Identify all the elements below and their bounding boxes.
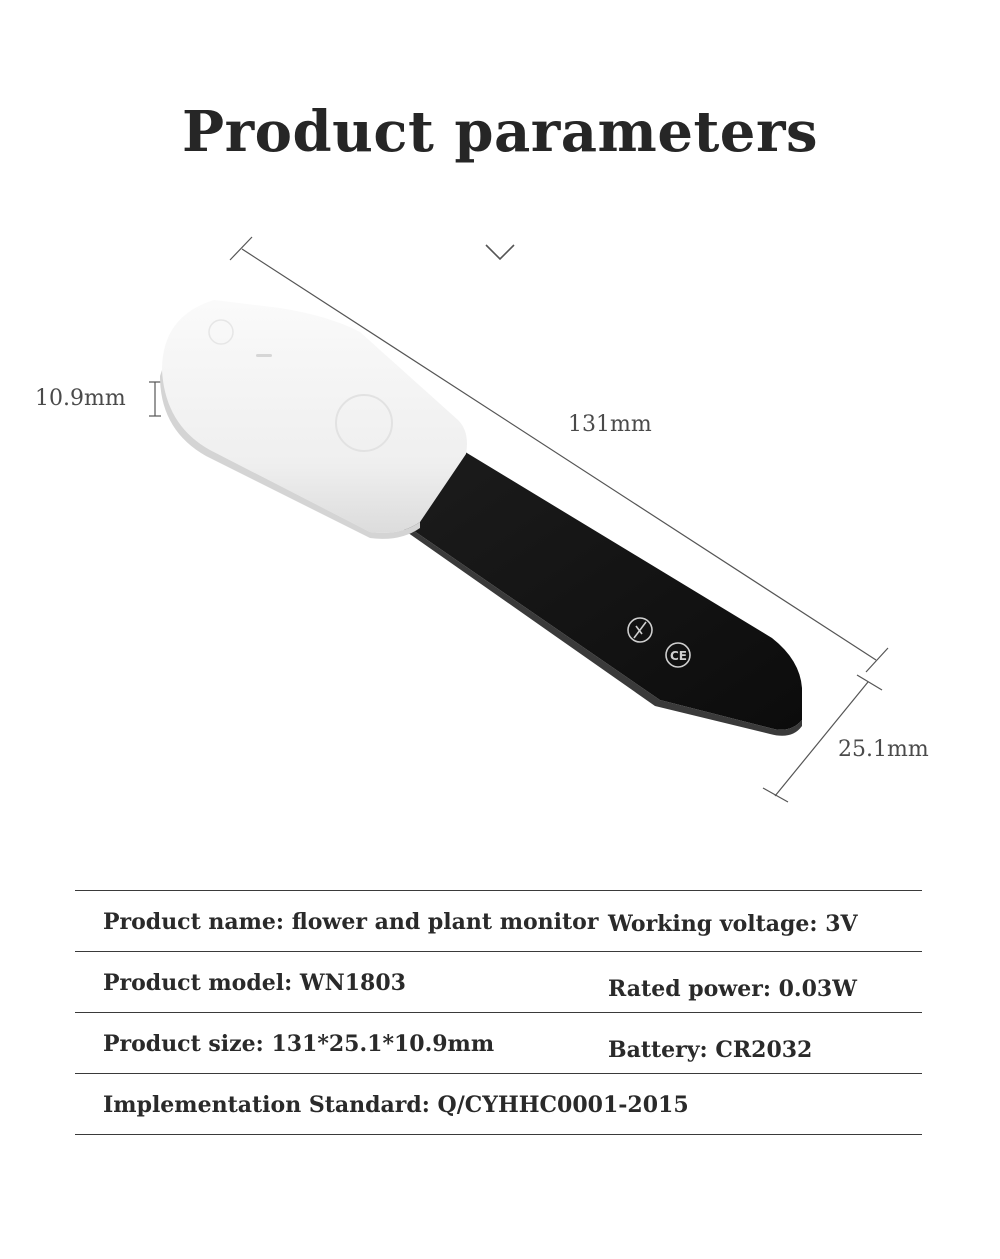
product-diagram xyxy=(0,220,1000,840)
height-dimension-line xyxy=(149,382,161,416)
product-illustration xyxy=(0,220,1000,840)
spec-working-voltage: Working voltage: 3V xyxy=(608,911,858,937)
spec-row xyxy=(75,951,922,1012)
width-label: 25.1mm xyxy=(838,737,929,762)
svg-text:CE: CE xyxy=(670,649,688,663)
height-label: 10.9mm xyxy=(35,386,126,411)
spec-row xyxy=(75,1073,922,1135)
spec-row xyxy=(75,1012,922,1073)
page-title: Product parameters xyxy=(182,99,818,165)
spec-row xyxy=(75,890,922,951)
chevron-down-icon xyxy=(486,245,514,259)
sensor-probe xyxy=(400,450,802,736)
sensor-body xyxy=(160,300,467,539)
spec-battery: Battery: CR2032 xyxy=(608,1037,813,1063)
spec-table xyxy=(75,890,922,1135)
length-label: 131mm xyxy=(568,412,652,437)
spec-product-name: Product name: flower and plant monitor xyxy=(103,909,599,935)
spec-product-size: Product size: 131*25.1*10.9mm xyxy=(103,1031,495,1057)
spec-implementation-standard: Implementation Standard: Q/CYHHC0001-2015 xyxy=(103,1092,689,1118)
spec-product-model: Product model: WN1803 xyxy=(103,970,406,996)
spec-rated-power: Rated power: 0.03W xyxy=(608,976,857,1002)
